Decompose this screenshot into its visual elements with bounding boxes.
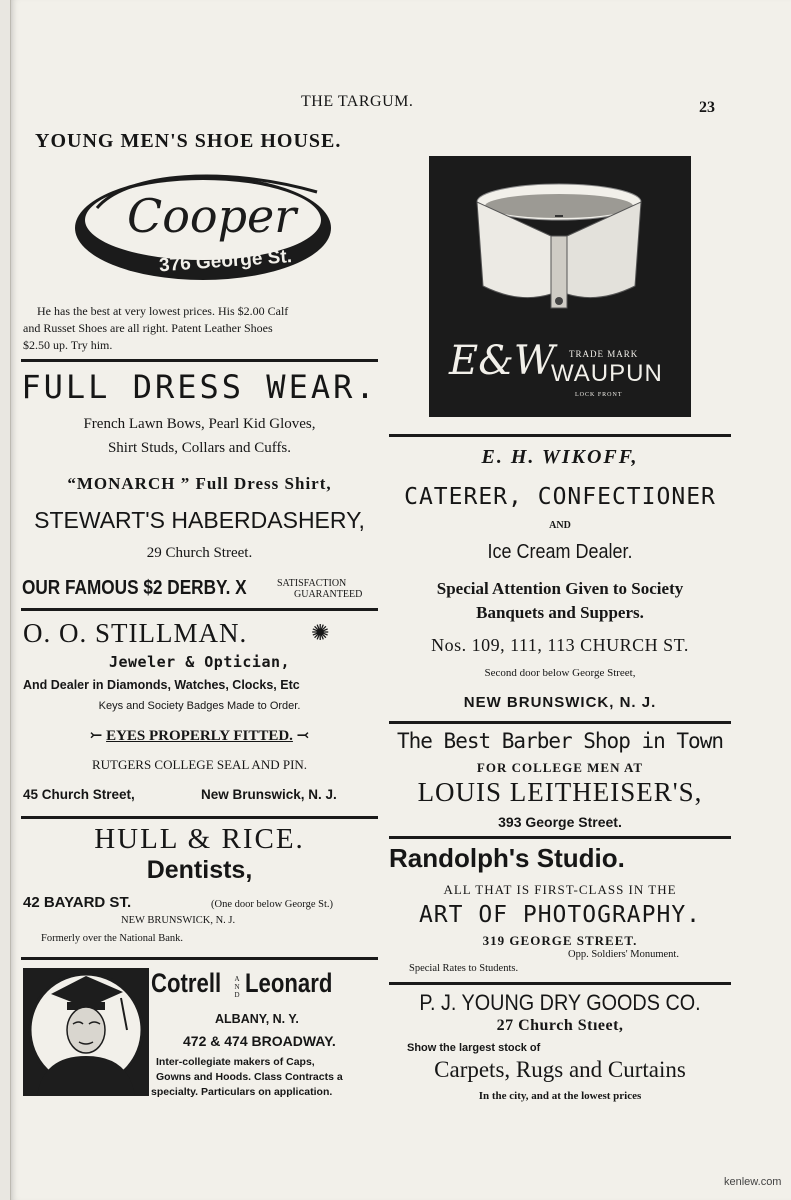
barber-line-1: The Best Barber Shop in Town	[396, 729, 723, 753]
stewart-address: 29 Church Street.	[146, 545, 253, 561]
randolph-tagline: ALL THAT IS FIRST-CLASS IN THE	[443, 882, 677, 897]
eyes-fitted-row	[21, 726, 378, 745]
wikoff-name: E. H. WIKOFF,	[481, 446, 639, 468]
divider	[389, 982, 731, 985]
cooper-body-2: and Russet Shoes are all right. Patent Leather Shoes	[23, 321, 273, 335]
barber-line-2: FOR COLLEGE MEN AT	[476, 760, 644, 775]
barber-name: LOUIS LEITHEISER'S,	[417, 777, 703, 807]
waupun-lock-front: LOCK FRONT	[575, 392, 623, 398]
wikoff-and: AND	[549, 520, 571, 531]
stillman-seal: RUTGERS COLLEGE SEAL AND PIN.	[91, 757, 308, 772]
cooper-logo-address: 376 George St.	[158, 246, 293, 277]
cotrell-desc-3: specialty. Particulars on application.	[151, 1086, 333, 1098]
hull-address: 42 BAYARD ST.	[23, 894, 132, 911]
eyes-deco-left: ⤚	[89, 728, 103, 744]
document-page	[10, 0, 791, 1200]
young-show: Show the largest stock of	[407, 1042, 541, 1054]
waupun-ad-panel	[429, 156, 691, 417]
watermark: kenlew.com	[724, 1176, 782, 1188]
hull-city: NEW BRUNSWICK, N. J.	[121, 915, 236, 926]
cooper-body-3: $2.50 up. Try him.	[23, 338, 113, 352]
hull-former: Formerly over the National Bank.	[41, 933, 184, 944]
randolph-name: Randolph's Studio.	[389, 843, 625, 873]
collar-illustration	[459, 176, 659, 321]
satisfaction-2: GUARANTEED	[294, 589, 363, 600]
cooper-headline: YOUNG MEN'S SHOE HOUSE.	[35, 130, 342, 152]
stewart-line-2: Shirt Studs, Collars and Cuffs.	[107, 440, 292, 456]
young-carpets: Carpets, Rugs and Curtains	[434, 1057, 686, 1082]
hull-name: HULL & RICE.	[94, 823, 305, 855]
cooper-logo	[67, 162, 339, 286]
graduate-portrait	[23, 968, 149, 1096]
cotrell-city: ALBANY, N. Y.	[215, 1012, 299, 1026]
waupun-brand: WAUPUN	[551, 360, 663, 387]
barber-address: 393 George Street.	[498, 814, 622, 830]
cooper-body-1: He has the best at very lowest prices. His $2.00 Calf	[37, 304, 289, 318]
stillman-ornament: ✺	[311, 620, 330, 645]
stewart-store: STEWART'S HABERDASHERY,	[34, 507, 365, 533]
page-number: 23	[699, 99, 715, 116]
eyes-deco-right: ⤙	[296, 728, 310, 744]
satisfaction-1: SATISFACTION	[277, 578, 347, 589]
stillman-dealer: And Dealer in Diamonds, Watches, Clocks, Etc	[23, 678, 300, 692]
wikoff-second-door: Second door below George Street,	[484, 667, 636, 679]
divider	[389, 434, 731, 437]
wikoff-special-1: Special Attention Given to Society	[436, 579, 684, 598]
monarch-shirt: “MONARCH ” Full Dress Shirt,	[67, 474, 332, 493]
wikoff-address: Nos. 109, 111, 113 CHURCH ST.	[431, 635, 689, 655]
divider	[389, 836, 731, 839]
stillman-street: 45 Church Street,	[23, 787, 135, 802]
stillman-trade: Jeweler & Optician,	[108, 653, 291, 671]
stewart-headline: FULL DRESS WEAR.	[21, 368, 378, 406]
young-name: P. J. YOUNG DRY GOODS CO.	[419, 990, 701, 1015]
wikoff-trade: CATERER, CONFECTIONER	[404, 484, 716, 510]
young-city: In the city, and at the lowest prices	[478, 1090, 642, 1102]
cotrell-name-right: Leonard	[245, 968, 333, 998]
divider	[21, 608, 378, 611]
derby-offer: OUR FAMOUS $2 DERBY. X	[22, 577, 247, 599]
running-title: THE TARGUM.	[301, 93, 414, 110]
cotrell-and: AND	[234, 975, 240, 999]
young-address: 27 Church Stıeet,	[496, 1017, 624, 1034]
randolph-art: ART OF PHOTOGRAPHY.	[418, 902, 702, 928]
waupun-trade-mark: TRADE MARK	[569, 349, 639, 359]
randolph-opp: Opp. Soldiers' Monument.	[568, 949, 679, 960]
hull-profession: Dentists,	[146, 856, 253, 884]
cotrell-desc-1: Inter-collegiate makers of Caps,	[156, 1056, 315, 1068]
stillman-badges: Keys and Society Badges Made to Order.	[98, 700, 301, 712]
stewart-line-1: French Lawn Bows, Pearl Kid Gloves,	[83, 416, 316, 432]
randolph-address: 319 GEORGE STREET.	[482, 933, 638, 948]
wikoff-city: NEW BRUNSWICK, N. J.	[463, 694, 657, 711]
eyes-fitted: EYES PROPERLY FITTED.	[106, 728, 293, 744]
divider	[389, 721, 731, 724]
cooper-logo-name: Cooper	[127, 189, 297, 243]
wikoff-special-2: Banquets and Suppers.	[476, 603, 644, 622]
stillman-name: O. O. STILLMAN.	[23, 618, 248, 648]
waupun-monogram: E&W	[449, 338, 555, 384]
stillman-city: New Brunswick, N. J.	[201, 787, 337, 802]
divider	[21, 957, 378, 960]
cotrell-name-left: Cotrell	[151, 968, 222, 998]
cotrell-desc-2: Gowns and Hoods. Class Contracts a	[156, 1071, 343, 1083]
randolph-rates: Special Rates to Students.	[409, 963, 519, 974]
hull-note: (One door below George St.)	[211, 899, 333, 910]
divider	[21, 816, 378, 819]
wikoff-icecream: Ice Cream Dealer.	[487, 541, 633, 563]
divider	[21, 359, 378, 362]
cotrell-address: 472 & 474 BROADWAY.	[183, 1033, 336, 1049]
